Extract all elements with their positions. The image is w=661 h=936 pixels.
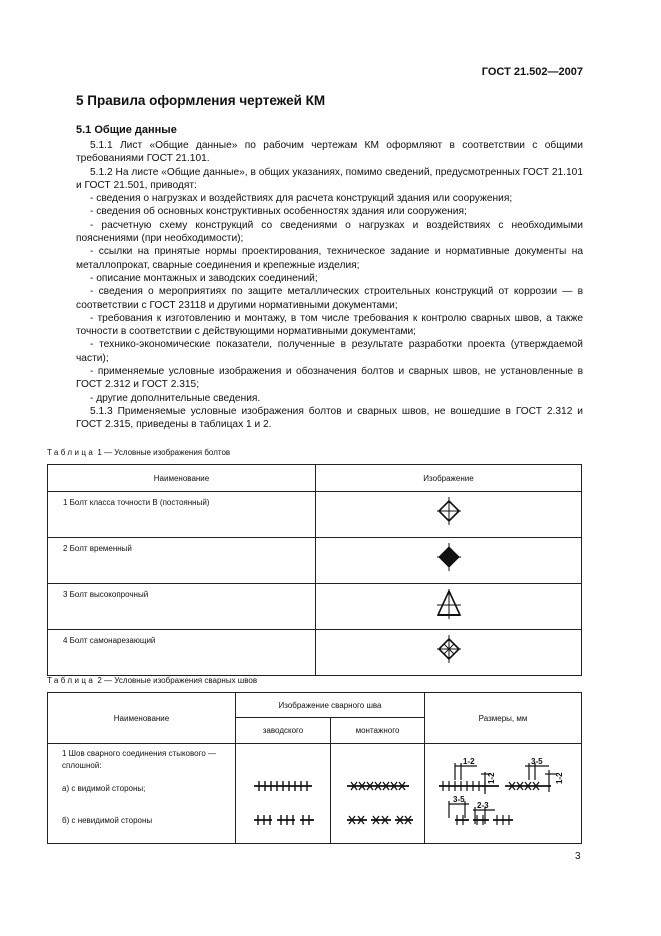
dim-label: 1-2 — [555, 772, 564, 784]
bolt-symbol-cell — [316, 584, 582, 630]
table2-header-image: Изображение сварного шва — [236, 693, 425, 718]
bolt-name: 2 Болт временный — [48, 538, 316, 584]
self-tapping-bolt-icon — [435, 634, 463, 664]
paragraph-5-1-1: 5.1.1 Лист «Общие данные» по рабочим чертежам КМ оформляют в соответствии с общими требованиями ГОСТ 21.101. — [76, 140, 583, 165]
table1-header-image: Изображение — [316, 465, 582, 492]
table2-header-site: монтажного — [331, 718, 425, 744]
list-item: - расчетную схему конструкций со сведениями о нагрузках и воздействиях с необходимыми пояснениями (при необходимости); — [76, 219, 583, 245]
weld-dims-cell — [425, 744, 582, 844]
paragraph-5-1-2: 5.1.2 На листе «Общие данные», в общих указаниях, помимо сведений, предусмотренных ГОСТ 21.101 и ГОСТ 21.501, приводят: — [76, 166, 583, 191]
list-item: - требования к изготовлению и монтажу, в том числе требования к контролю сварных швов, а также точности в соответствии с действующими нормативными документами; — [76, 312, 583, 338]
table2-caption-text: 2 — Условные изображения сварных швов — [95, 676, 258, 685]
weld-visible-side: а) с видимой стороны; — [62, 784, 146, 793]
table2-caption-prefix: Таблица — [47, 676, 96, 685]
factory-weld-symbols — [236, 744, 330, 841]
dim-label: 1-2 — [463, 757, 475, 766]
weld-row-title: 1 Шов сварного соединения стыкового — сплошной: — [62, 749, 216, 770]
table-row — [48, 492, 582, 538]
bolt-name: 1 Болт класса точности В (постоянный) — [48, 492, 316, 538]
table2-header-dims: Размеры, мм — [425, 693, 582, 744]
bolt-name: 3 Болт высокопрочный — [48, 584, 316, 630]
table1-caption-text: 1 — Условные изображения болтов — [95, 448, 231, 457]
dim-label: 1-2 — [487, 772, 496, 784]
list-item: - технико-экономические показатели, полученные в результате разработки проекта (утверждаемой части); — [76, 339, 583, 364]
high-strength-bolt-icon — [435, 588, 463, 620]
table1-caption-prefix: Таблица — [47, 448, 96, 457]
bolt-symbol-cell — [316, 630, 582, 676]
section-title: 5 Правила оформления чертежей КМ — [76, 93, 326, 108]
table2-header-name: Наименование — [48, 693, 236, 744]
list-item: - описание монтажных и заводских соединений; — [90, 272, 318, 284]
bolt-name: 4 Болт самонарезающий — [48, 630, 316, 676]
factory-weld-cell — [236, 744, 331, 844]
weld-name-cell — [48, 744, 236, 844]
list-item: - сведения о мероприятиях по защите металлических строительных конструкций от коррозии — в соответствии с ГОСТ 23118 и другими нормативными документами; — [76, 286, 583, 311]
list-item: - сведения об основных конструктивных особенностях здания или сооружения; — [90, 206, 467, 218]
table-row — [48, 630, 582, 676]
list-item: - сведения о нагрузках и воздействиях для расчета конструкций здания или сооружения; — [90, 193, 513, 205]
list-item: - другие дополнительные сведения. — [90, 392, 261, 404]
bolt-symbol-cell — [316, 538, 582, 584]
weld-hidden-side: б) с невидимой стороны — [62, 816, 153, 825]
subsection-title: 5.1 Общие данные — [76, 124, 177, 136]
body-text — [76, 139, 583, 432]
bolt-symbol-cell — [316, 492, 582, 538]
page-number: 3 — [575, 851, 581, 862]
dim-label: 3-5 — [453, 795, 465, 804]
weld-symbols-table — [47, 692, 582, 844]
table-row — [48, 744, 582, 844]
site-weld-symbols — [331, 744, 424, 841]
table2-header-factory: заводского — [236, 718, 331, 744]
table2-caption — [47, 676, 257, 685]
table1-caption — [47, 448, 230, 457]
list-item: - применяемые условные изображения и обозначения болтов и сварных швов, не установленные в ГОСТ 2.312 и ГОСТ 2.315; — [76, 366, 583, 391]
dim-label: 2-3 — [477, 801, 489, 810]
bolt-symbols-table — [47, 464, 582, 676]
weld-dimension-sketch — [425, 744, 581, 841]
list-item: - ссылки на принятые нормы проектирования, техническое задание и нормативные документы на металлопрокат, сварные соединения и крепежные изделия; — [76, 246, 583, 271]
paragraph-5-1-3: 5.1.3 Применяемые условные изображения болтов и сварных швов, не вошедшие в ГОСТ 2.312 и ГОСТ 2.315, приведены в таблицах 1 и 2. — [76, 405, 583, 431]
temporary-bolt-icon — [435, 542, 463, 572]
table-row — [48, 538, 582, 584]
dim-label: 3-5 — [531, 757, 543, 766]
document-code: ГОСТ 21.502—2007 — [481, 66, 583, 78]
table-row — [48, 584, 582, 630]
site-weld-cell — [331, 744, 425, 844]
table1-header-name: Наименование — [48, 465, 316, 492]
permanent-bolt-icon — [435, 496, 463, 526]
